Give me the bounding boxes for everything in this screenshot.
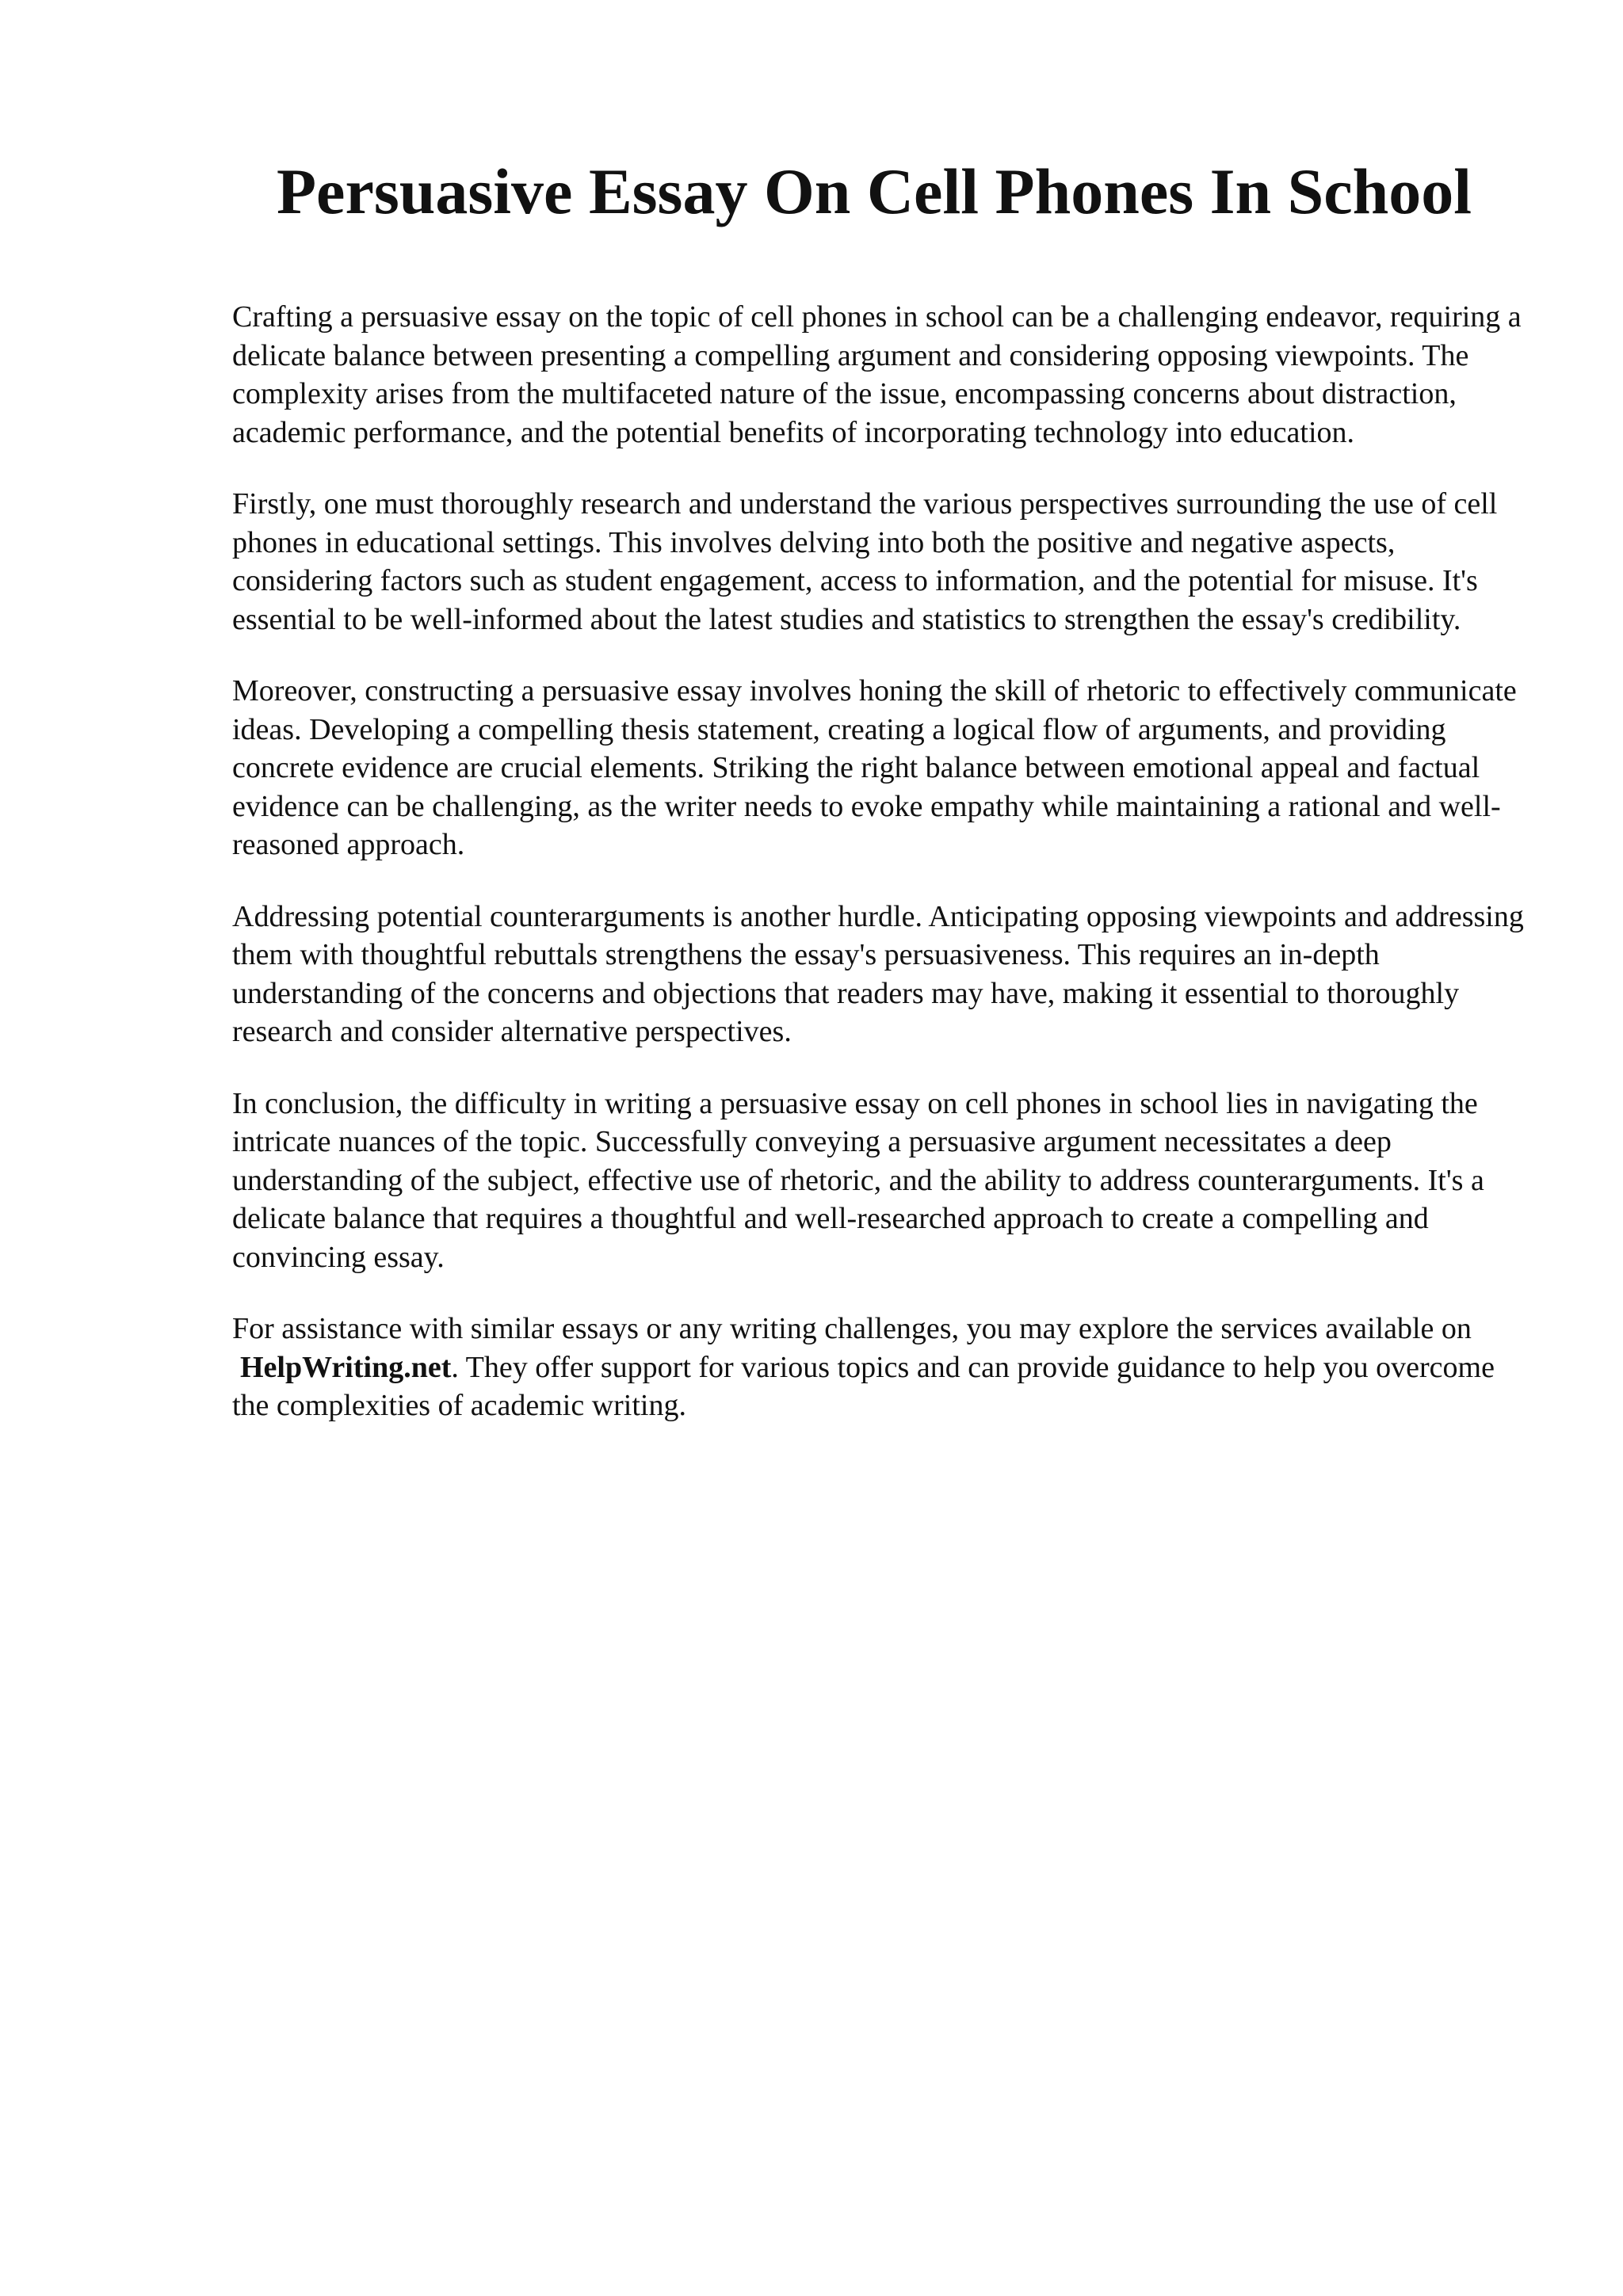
brand-name: HelpWriting.net	[240, 1350, 452, 1384]
paragraph-conclusion: In conclusion, the difficulty in writing a persuasive essay on cell phones in school lies in navigating the intricate nuances of the topic. Successfully conveying a persuasive argument necessitates a deep understanding of the subject, effective use of rhetoric, and the ability to address counterarguments. It's a delicate balance that requires a thoughtful and well-researched approach to create a compelling and convincing essay.	[232, 1086, 1484, 1274]
paragraph-research: Firstly, one must thoroughly research and understand the various perspectives surrounding the use of cell phones in educational settings. This involves delving into both the positive and negative aspects, considering factors such as student engagement, access to information, and the potential for misuse. It's essential to be well-informed about the latest studies and statistics to strengthen the essay's credibility.	[232, 487, 1498, 636]
document-body	[232, 298, 1532, 1459]
closing-text-before: For assistance with similar essays or any writing challenges, you may explore the services available on	[232, 1312, 1472, 1345]
document-title: Persuasive Essay On Cell Phones In School	[276, 155, 1472, 227]
closing-text-after: . They offer support for various topics and can provide guidance to help you overcome the complexities of academic writing.	[232, 1350, 1495, 1422]
paragraph-closing	[232, 1310, 1532, 1425]
paragraph-rhetoric: Moreover, constructing a persuasive essay involves honing the skill of rhetoric to effectively communicate ideas. Developing a compelling thesis statement, creating a logical flow of arguments, and providing concrete evidence are crucial elements. Striking the right balance between emotional appeal and factual evidence can be challenging, as the writer needs to evoke empathy while maintaining a rational and well-reasoned approach.	[232, 674, 1517, 861]
paragraph-counterarguments: Addressing potential counterarguments is another hurdle. Anticipating opposing viewpoints and addressing them with thoughtful rebuttals strengthens the essay's persuasiveness. This requires an in-depth understanding of the concerns and objections that readers may have, making it essential to thoroughly research and consider alternative perspectives.	[232, 899, 1524, 1048]
paragraph-intro: Crafting a persuasive essay on the topic of cell phones in school can be a challenging endeavor, requiring a delicate balance between presenting a compelling argument and considering opposing viewpoints. The complexity arises from the multifaceted nature of the issue, encompassing concerns about distraction, academic performance, and the potential benefits of incorporating technology into education.	[232, 300, 1522, 449]
